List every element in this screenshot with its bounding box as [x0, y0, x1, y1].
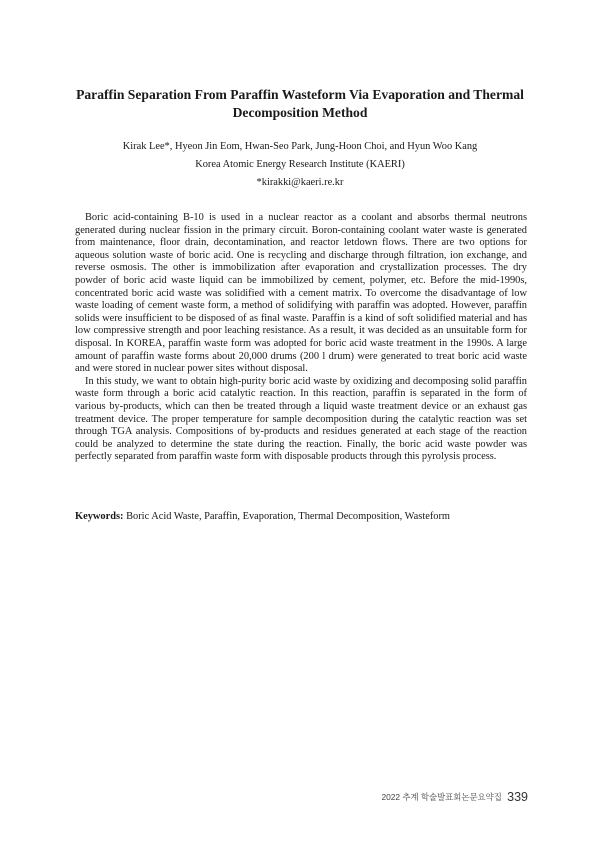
- abstract-paragraph-1: Boric acid-containing B-10 is used in a nuclear reactor as a coolant and absorbs thermal neutrons generated during nuclear fission in the primary circuit. Boron-containing coolant water waste is generated from maintenance, floor drain, decontamination, and reactor letdown flows. There are two options for aqueous solution waste of boric acid. One is recycling and discharge through filtration, ion exchange, and reverse osmosis. The other is immobilization after evaporation and crystallization processes. The dry powder of boric acid waste liquid can be immobilized by cement, polymer, etc. Before the mid-1990s, concentrated boric acid waste was solidified with a cement matrix. To overcome the disadvantage of low waste loading of cement waste form, a method of solidifying with paraffin was adopted. However, paraffin solids were insufficient to be disposed of as final waste. Paraffin is a kind of soft solidified material and has low compressive strength and poor leaching resistance. As a result, it was decided as an unsuitable form for disposal. In KOREA, paraffin waste form was adopted for boric acid waste treatment in the 1990s. A large amount of paraffin waste forms about 20,000 drums (200 l drum) were generated to treat boric acid waste and were stored in nuclear power sites without disposal.: [75, 212, 527, 375]
- keywords-list: Boric Acid Waste, Paraffin, Evaporation, Thermal Decomposition, Wasteform: [126, 511, 451, 522]
- author-email: *kirakki@kaeri.re.kr: [256, 177, 344, 188]
- affiliation: Korea Atomic Energy Research Institute (KAERI): [195, 159, 405, 170]
- proceedings-title: 2022 추계 학술발표회논문요약집: [381, 792, 502, 802]
- paper-title: Paraffin Separation From Paraffin Wasteform Via Evaporation and Thermal Decomposition Method: [76, 87, 524, 120]
- keywords-line: [75, 510, 527, 523]
- author-list: Kirak Lee*, Hyeon Jin Eom, Hwan-Seo Park, Jung-Hoon Choi, and Hyun Woo Kang: [122, 141, 478, 152]
- abstract-paragraph-2: In this study, we want to obtain high-purity boric acid waste by oxidizing and decomposing solid paraffin waste form through a boric acid catalytic reaction. In this reaction, paraffin is separated in the form of various by-products, which can then be treated through a liquid waste treatment device or an exhaust gas treatment device. The proper temperature for sample decomposition during the catalytic reaction was set through TGA analysis. Compositions of by-products and residues generated at each stage of the reaction could be analyzed to determine the state during the reaction. Finally, the boric acid waste powder was perfectly separated from paraffin waste form with disposable products through this pyrolysis process.: [75, 375, 527, 463]
- page-footer: [381, 790, 528, 804]
- page-number: 339: [507, 790, 528, 804]
- abstract: [75, 212, 527, 464]
- keywords-label: Keywords:: [75, 511, 124, 522]
